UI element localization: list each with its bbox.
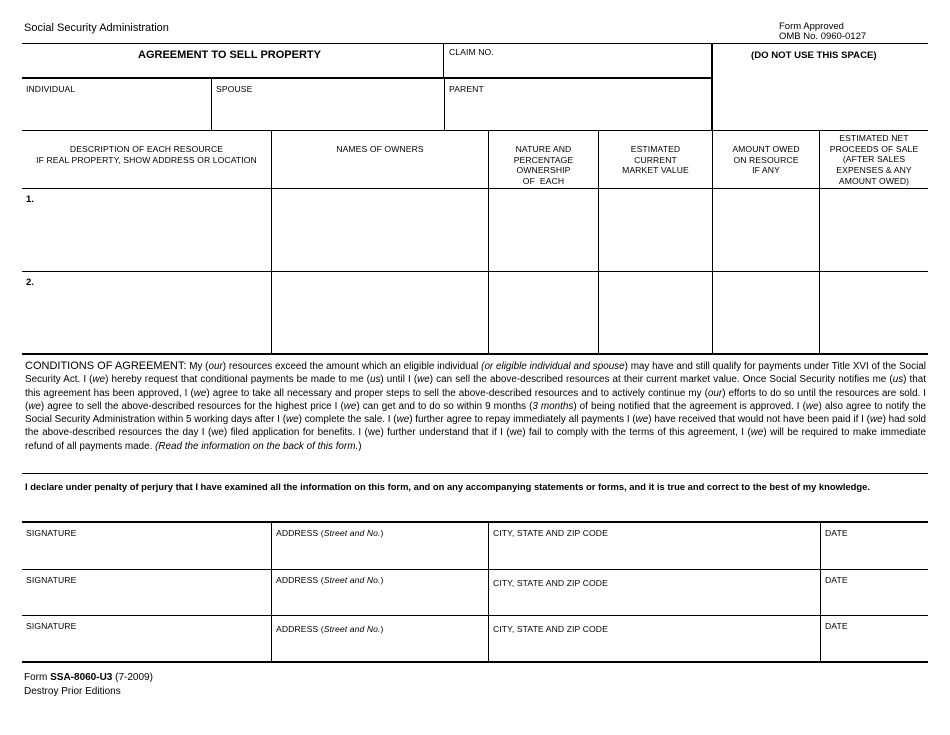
table-header-bottom-border [22,188,928,189]
row1-amount-owed-field[interactable] [714,190,818,270]
row1-bottom-border [22,271,928,272]
col-header-market-value: ESTIMATED CURRENT MARKET VALUE [622,144,689,176]
date-divider [820,522,821,662]
row2-ownership-field[interactable] [490,273,597,352]
claim-no-field[interactable] [446,58,708,75]
row-number: 1. [26,194,34,205]
title-row-bottom-border [22,77,711,79]
row2-market-value-field[interactable] [600,273,711,352]
conditions-paragraph: CONDITIONS OF AGREEMENT: My (our) resources exceed the amount which an eligible individual (or eligible individual and spouse) may have and still qualify for payments under Title XVI of the Social Security Act. I (we) hereby request that conditional payments be made to me (us) until I (we) can sell the above-described resources at their current market value. Once Social Security notifies me (us) that this agreement has been approved, I (we) agree to take all necessary and proper steps to sell the above-described resources and to actively continue my (our) efforts to do so until the resources are sold. I (we) agree to sell the above-described resources for the highest price I (we) can get and to do so within 9 months (3 months) of being notified that the agreement is approved. I (we) also agree to notify the Social Security Administration within 5 working days after I (we) complete the sale. I (we) further agree to repay immediately all payments I (we) have received that would not have been paid if I (we) had sold the above-described resources the day I (we) filed application for benefits. I (we) further understand that if I (we) fail to comply with the terms of this agreement, I (we) will be required to make immediate refund of all payments made. (Read the information on the back of this form.) [25,360,927,452]
spouse-divider [211,78,212,130]
col-header-description: DESCRIPTION OF EACH RESOURCE IF REAL PROPERTY, SHOW ADDRESS OR LOCATION [36,144,257,165]
date-label: DATE [825,621,848,631]
top-border [22,43,928,44]
city-state-zip-label: CITY, STATE AND ZIP CODE [493,528,608,538]
address-field-3[interactable] [273,636,486,659]
date-label: DATE [825,575,848,585]
agency-name: Social Security Administration [24,22,169,34]
row2-description-field[interactable] [24,273,270,352]
row-number: 2. [26,277,34,288]
row1-ownership-field[interactable] [490,190,597,270]
row1-description-field[interactable] [24,190,270,270]
conditions-bottom-border [22,473,928,474]
row1-net-proceeds-field[interactable] [821,190,927,270]
city-state-zip-label: CITY, STATE AND ZIP CODE [493,578,608,588]
date-field-1[interactable] [822,540,926,567]
omb-number: OMB No. 0960-0127 [779,31,867,42]
address-label: ADDRESS (Street and No.) [276,528,384,538]
col-header-net-proceeds: ESTIMATED NET PROCEEDS OF SALE (AFTER SALES EXPENSES & ANY AMOUNT OWED) [829,133,919,186]
signature-field-3[interactable] [24,633,269,659]
address-label: ADDRESS (Street and No.) [276,624,384,634]
city-divider [488,522,489,662]
party-row-bottom-border [22,130,928,131]
address-label: ADDRESS (Street and No.) [276,575,384,585]
col-divider-owners [271,131,272,354]
signature-field-2[interactable] [24,587,269,613]
date-field-2[interactable] [822,587,926,613]
city-state-zip-field-2[interactable] [490,590,818,613]
row1-market-value-field[interactable] [600,190,711,270]
row2-net-proceeds-field[interactable] [821,273,927,352]
address-divider [271,522,272,662]
form-number: Form SSA-8060-U3 (7-2009) [24,672,153,683]
perjury-declaration: I declare under penalty of perjury that I have examined all the information on this form, and on any accompanying statements or forms, and it is true and correct to the best of my knowledge. [25,481,870,492]
address-field-1[interactable] [273,540,486,567]
signature-label: SIGNATURE [26,621,77,631]
spouse-label: SPOUSE [216,84,253,94]
destroy-prior-editions: Destroy Prior Editions [24,686,121,697]
signature-field-1[interactable] [24,540,269,567]
row2-amount-owed-field[interactable] [714,273,818,352]
do-not-use-notice: (DO NOT USE THIS SPACE) [751,50,877,61]
city-state-zip-field-3[interactable] [490,636,818,659]
signature-label: SIGNATURE [26,575,77,585]
row1-owners-field[interactable] [273,190,487,270]
signature-block-bottom-border [22,661,928,663]
row2-owners-field[interactable] [273,273,487,352]
parent-field[interactable] [447,96,709,128]
claim-divider [443,43,444,77]
city-state-zip-field-1[interactable] [490,540,818,567]
do-not-use-divider [711,43,713,130]
spouse-field[interactable] [214,96,442,128]
col-header-nature: NATURE AND PERCENTAGE OWNERSHIP OF EACH [513,144,574,187]
date-field-3[interactable] [822,633,926,659]
signature-label: SIGNATURE [26,528,77,538]
address-field-2[interactable] [273,587,486,613]
parent-label: PARENT [449,84,484,94]
table-bottom-border [22,353,928,355]
col-header-amount-owed: AMOUNT OWED ON RESOURCE IF ANY [732,144,800,176]
individual-field[interactable] [24,96,209,128]
col-header-owners: NAMES OF OWNERS [336,144,424,154]
city-state-zip-label: CITY, STATE AND ZIP CODE [493,624,608,634]
individual-label: INDIVIDUAL [26,84,76,94]
form-title: AGREEMENT TO SELL PROPERTY [138,49,321,61]
conditions-heading: CONDITIONS OF AGREEMENT: [25,360,187,372]
parent-divider [444,78,445,130]
date-label: DATE [825,528,848,538]
signature-row2-bottom-border [22,615,928,616]
signature-row1-bottom-border [22,569,928,570]
claim-no-label: CLAIM NO. [449,47,494,57]
form-approved-label: Form Approved [779,21,844,32]
signature-block-top-border [22,521,928,523]
